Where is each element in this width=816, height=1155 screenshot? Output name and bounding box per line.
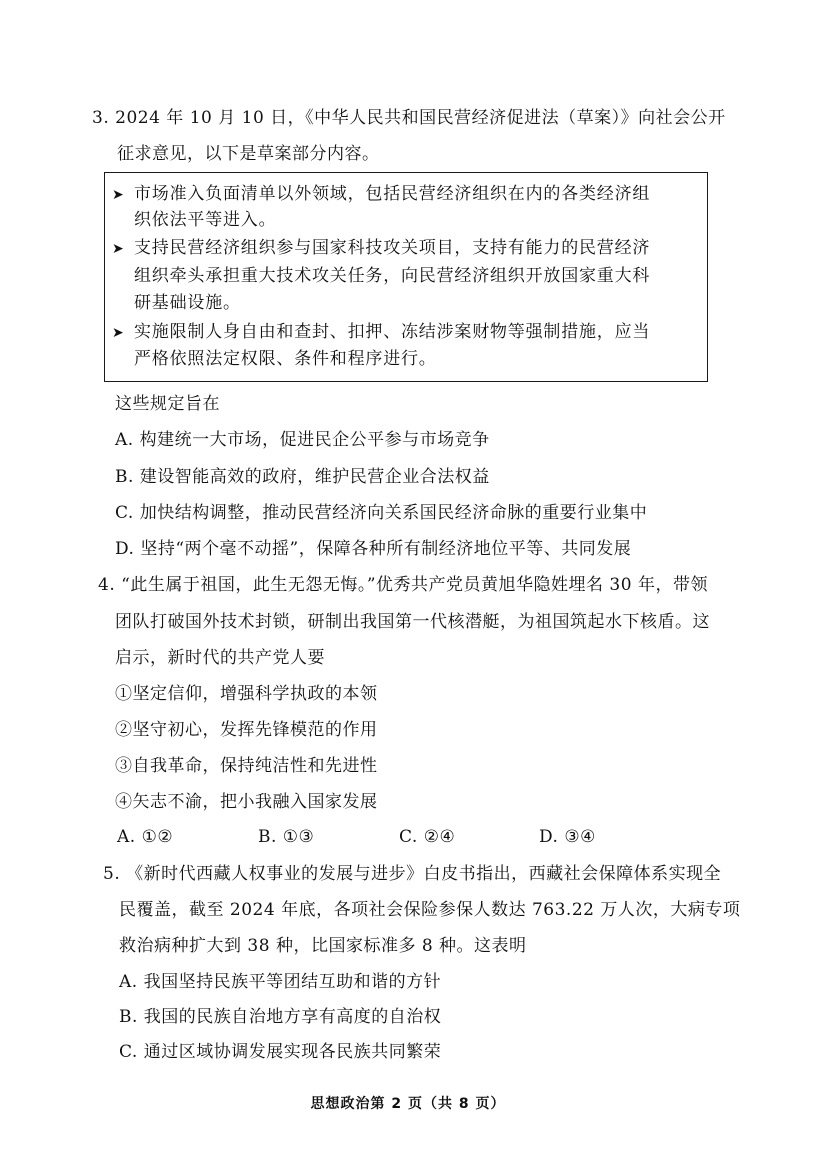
q3-question: 这些规定旨在 (115, 394, 220, 414)
arrow-bullet-icon: ➤ (112, 241, 125, 257)
page-footer: 思想政治第 2 页（共 8 页） (310, 1096, 506, 1112)
q3-bullet-1-line-1: ➤ 市场准入负面清单以外领域，包括民营经济组织在内的各类经济组 (112, 182, 650, 207)
q4-option-b: B. ①③ (258, 827, 315, 847)
q3-option-a: A. 构建统一大市场，促进民企公平参与市场竞争 (115, 430, 490, 450)
q5-stem-line-1: 5. 《新时代西藏人权事业的发展与进步》白皮书指出，西藏社会保障体系实现全 (103, 864, 722, 884)
q5-stem-line-2: 民覆盖，截至 2024 年底，各项社会保险参保人数达 763.22 万人次，大病专项 (119, 900, 741, 920)
q4-item-2: ②坚守初心，发挥先锋模范的作用 (115, 720, 378, 740)
q5-option-c: C. 通过区域协调发展实现各民族共同繁荣 (119, 1042, 442, 1062)
q3-bullet-3-line-1: ➤ 实施限制人身自由和查封、扣押、冻结涉案财物等强制措施，应当 (112, 320, 650, 345)
q5-option-b: B. 我国的民族自治地方享有高度的自治权 (119, 1007, 442, 1027)
q4-item-4: ④矢志不渝，把小我融入国家发展 (115, 792, 378, 812)
q4-stem-line-1: 4. “此生属于祖国，此生无怨无悔。”优秀共产党员黄旭华隐姓埋名 30 年，带领 (98, 575, 708, 595)
q4-stem-line-3: 启示，新时代的共产党人要 (115, 648, 325, 668)
q3-option-c: C. 加快结构调整，推动民营经济向关系国民经济命脉的重要行业集中 (115, 503, 648, 523)
q4-item-3: ③自我革命，保持纯洁性和先进性 (115, 756, 378, 776)
q4-option-d: D. ③④ (539, 827, 596, 847)
q5-option-a: A. 我国坚持民族平等团结互助和谐的方针 (119, 972, 442, 992)
q4-item-1: ①坚定信仰，增强科学执政的本领 (115, 684, 378, 704)
q4-option-a: A. ①② (117, 827, 174, 847)
q3-bullet-2-line-2: 组织牵头承担重大技术攻关任务，向民营经济组织开放国家重大科 (134, 266, 651, 286)
q3-bullet-2-line-1: ➤ 支持民营经济组织参与国家科技攻关项目，支持有能力的民营经济 (112, 236, 650, 261)
q3-bullet-1-line-2: 织依法平等进入。 (134, 210, 277, 230)
q4-stem-line-2: 团队打破国外技术封锁，研制出我国第一代核潜艇，为祖国筑起水下核盾。这 (115, 612, 710, 632)
q3-stem-line-1: 3. 2024 年 10 月 10 日，《中华人民共和国民营经济促进法（草案）》向社会公开 (92, 108, 726, 128)
q3-stem-line-2: 征求意见，以下是草案部分内容。 (117, 144, 380, 164)
arrow-bullet-icon: ➤ (112, 325, 125, 341)
q4-option-c: C. ②④ (399, 827, 456, 847)
q3-bullet-2-line-3: 研基础设施。 (134, 293, 241, 313)
arrow-bullet-icon: ➤ (112, 187, 125, 203)
q3-bullet-3-line-2: 严格依照法定权限、条件和程序进行。 (134, 349, 437, 369)
q3-option-b: B. 建设智能高效的政府，维护民营企业合法权益 (115, 467, 490, 487)
q5-stem-line-3: 救治病种扩大到 38 种，比国家标准多 8 种。这表明 (119, 936, 527, 956)
q3-option-d: D. 坚持“两个毫不动摇”，保障各种所有制经济地位平等、共同发展 (115, 539, 632, 559)
